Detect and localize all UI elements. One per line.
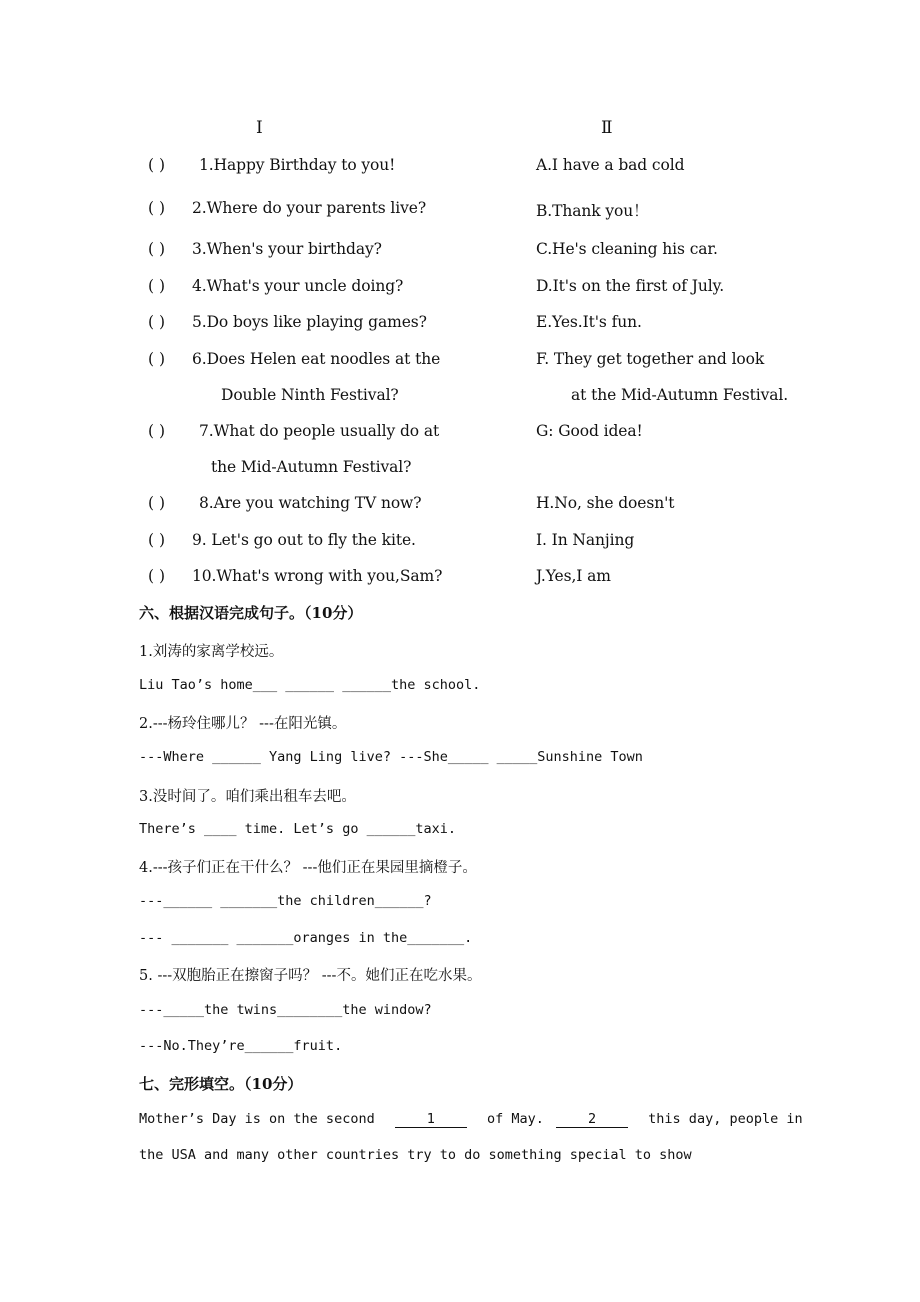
- s7-text-a: Mother’s Day is on the second: [139, 1111, 375, 1127]
- s6-line-12: ---No.They’re______fruit.: [139, 1038, 343, 1054]
- s7-text-c: this day, people in: [648, 1111, 803, 1127]
- answer-option-1: A.I have a bad cold: [536, 156, 685, 174]
- s6-line-1: 1.刘涛的家离学校远。: [139, 644, 284, 660]
- cloze-blank-2: 2: [556, 1111, 628, 1128]
- s6-line-4: ---Where ______ Yang Ling live? ---She_____ _____Sunshine Town: [139, 749, 643, 765]
- s6-line-6: There’s ____ time. Let’s go ______taxi.: [139, 821, 456, 837]
- s7-line-1: [139, 1111, 803, 1128]
- question-4: 4.What's your uncle doing?: [192, 277, 404, 295]
- cloze-blank-1: 1: [395, 1111, 467, 1128]
- s6-line-2: Liu Tao’s home___ ______ ______the school.: [139, 677, 481, 693]
- answer-paren[interactable]: ( ): [148, 531, 166, 549]
- question-1: 1.Happy Birthday to you!: [199, 156, 396, 174]
- answer-paren[interactable]: ( ): [148, 313, 166, 331]
- s7-line-2: the USA and many other countries try to do something special to show: [139, 1147, 692, 1163]
- answer-option-10: J.Yes,I am: [536, 567, 611, 585]
- s6-line-11: ---_____the twins________the window?: [139, 1002, 432, 1018]
- answer-option-2: B.Thank you！: [536, 202, 649, 220]
- answer-paren[interactable]: ( ): [148, 422, 166, 440]
- answer-option-3: C.He's cleaning his car.: [536, 240, 718, 258]
- answer-option-5: E.Yes.It's fun.: [536, 313, 642, 331]
- answer-paren[interactable]: ( ): [148, 350, 166, 368]
- question-10: 10.What's wrong with you,Sam?: [192, 567, 443, 585]
- s7-text-b: of May.: [486, 1111, 544, 1127]
- question-9: 9. Let's go out to fly the kite.: [192, 531, 416, 549]
- section-six-title: 六、根据汉语完成句子。（10分）: [139, 604, 363, 622]
- s6-line-9: --- _______ _______oranges in the_______.: [139, 930, 473, 946]
- question-3: 3.When's your birthday?: [192, 240, 382, 258]
- answer-option-8: H.No, she doesn't: [536, 494, 675, 512]
- answer-option-9: I. In Nanjing: [536, 531, 635, 549]
- question-6: 6.Does Helen eat noodles at the: [192, 350, 441, 368]
- s6-line-10: 5. ---双胞胎正在擦窗子吗？ ---不。她们正在吃水果。: [139, 968, 482, 984]
- s6-line-5: 3.没时间了。咱们乘出租车去吧。: [139, 789, 356, 805]
- column-one-header: I: [256, 118, 263, 138]
- answer-option-7: G: Good idea!: [536, 422, 643, 440]
- question-7-cont: the Mid-Autumn Festival?: [211, 458, 412, 476]
- answer-option-6: F. They get together and look: [536, 350, 765, 368]
- question-8: 8.Are you watching TV now?: [199, 494, 422, 512]
- answer-paren[interactable]: ( ): [148, 494, 166, 512]
- answer-paren[interactable]: ( ): [148, 156, 166, 174]
- s6-line-7: 4.---孩子们正在干什么？ ---他们正在果园里摘橙子。: [139, 860, 477, 876]
- answer-paren[interactable]: ( ): [148, 277, 166, 295]
- answer-option-4: D.It's on the first of July.: [536, 277, 725, 295]
- answer-paren[interactable]: ( ): [148, 567, 166, 585]
- section-seven-title: 七、完形填空。（10分）: [139, 1075, 303, 1093]
- question-2: 2.Where do your parents live?: [192, 199, 427, 217]
- s6-line-8: ---______ _______the children______?: [139, 893, 432, 909]
- answer-option-6-cont: at the Mid-Autumn Festival.: [571, 386, 789, 404]
- question-6-cont: Double Ninth Festival?: [221, 386, 399, 404]
- question-7: 7.What do people usually do at: [199, 422, 440, 440]
- question-5: 5.Do boys like playing games?: [192, 313, 427, 331]
- column-two-header: Ⅱ: [601, 118, 613, 138]
- s6-line-3: 2.---杨玲住哪儿？ ---在阳光镇。: [139, 716, 347, 732]
- answer-paren[interactable]: ( ): [148, 240, 166, 258]
- answer-paren[interactable]: ( ): [148, 199, 166, 217]
